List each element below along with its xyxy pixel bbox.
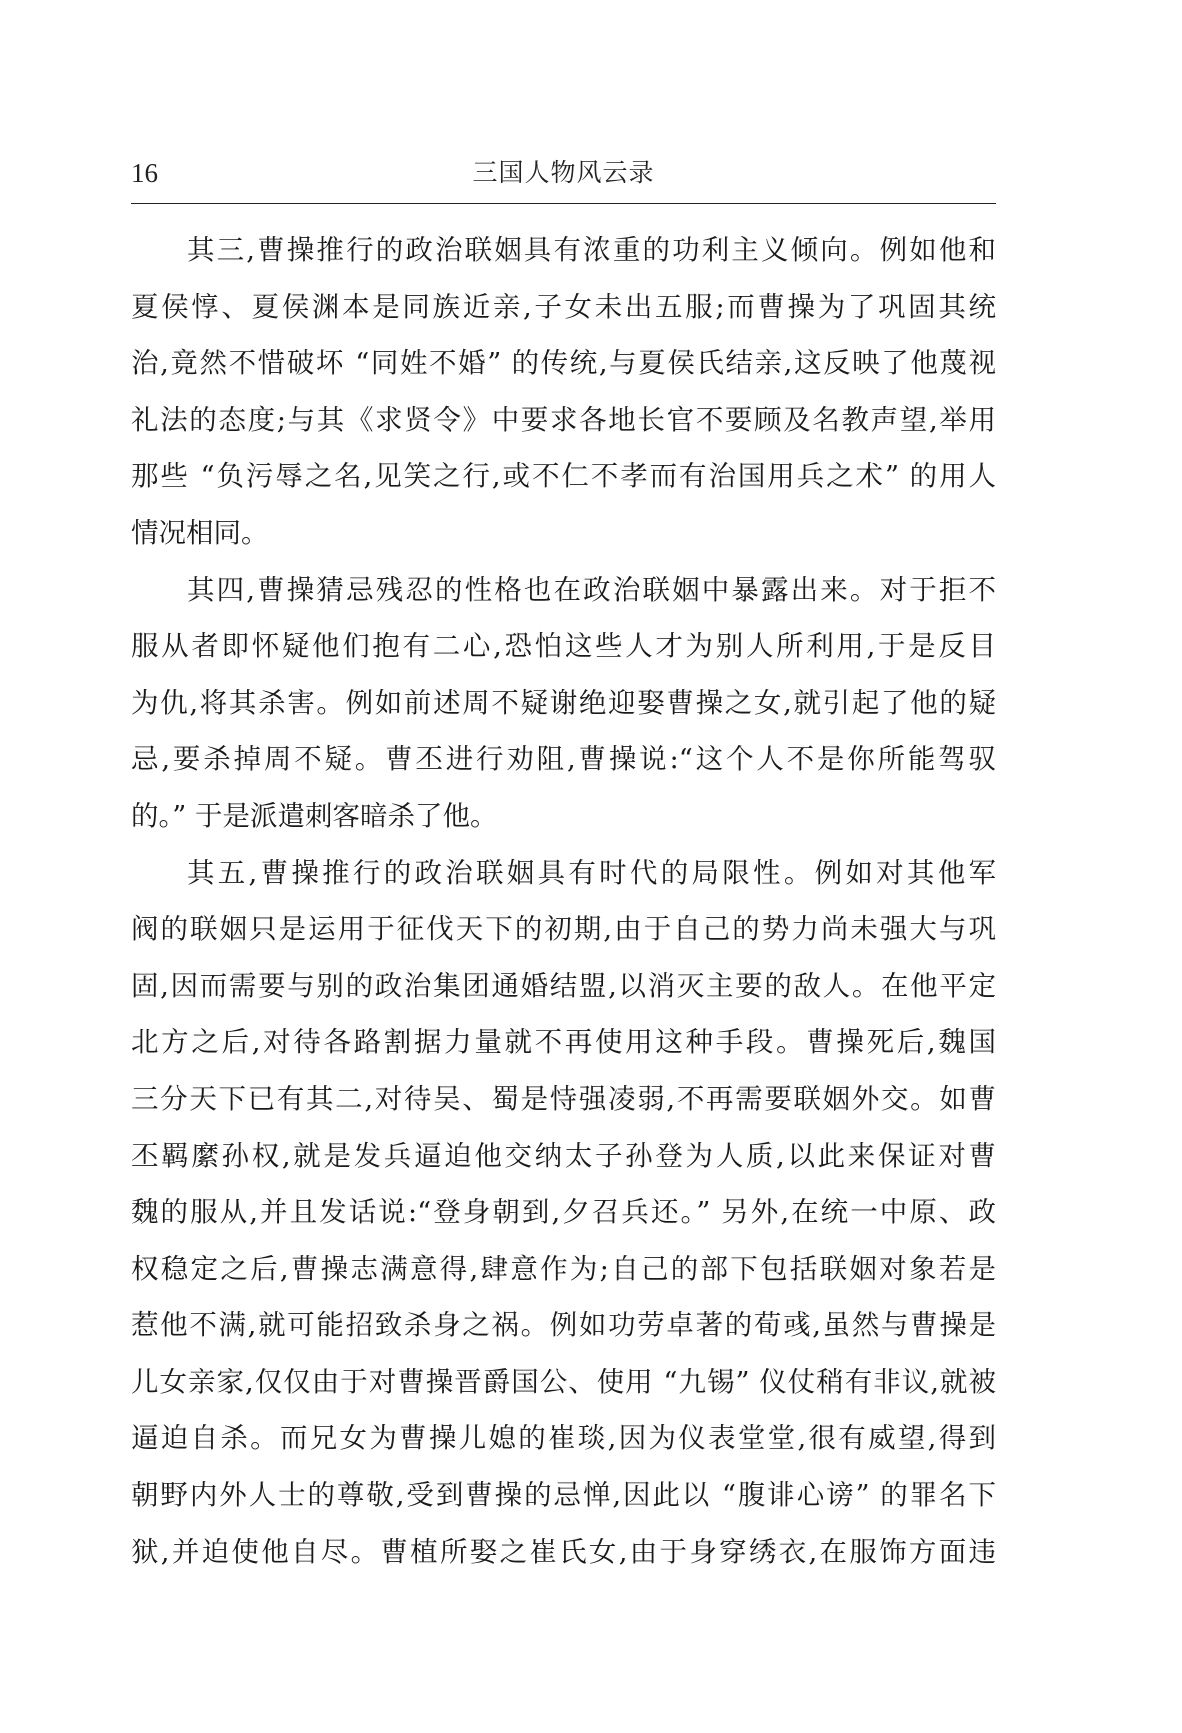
page-header [131, 155, 996, 204]
text-line: 逼迫自杀。而兄女为曹操儿媳的崔琰,因为仪表堂堂,很有威望,得到 [131, 1422, 996, 1455]
paragraph [131, 562, 996, 845]
text-line: 固,因而需要与别的政治集团通婚结盟,以消灭主要的敌人。在他平定 [131, 969, 996, 1002]
paragraph [131, 845, 996, 1581]
text-line: 夏侯惇、夏侯渊本是同族近亲,子女未出五服;而曹操为了巩固其统 [131, 290, 996, 323]
text-line: 礼法的态度;与其《求贤令》中要求各地长官不要顾及名教声望,举用 [131, 403, 996, 436]
text-line: 情况相同。 [131, 516, 269, 549]
text-line: 三分天下已有其二,对待吴、蜀是恃强凌弱,不再需要联姻外交。如曹 [131, 1082, 996, 1115]
text-line: 的。” 于是派遣刺客暗杀了他。 [131, 799, 498, 832]
text-line: 魏的服从,并且发话说:“登身朝到,夕召兵还。” 另外,在统一中原、政 [131, 1196, 996, 1229]
text-line: 惹他不满,就可能招致杀身之祸。例如功劳卓著的荀彧,虽然与曹操是 [131, 1309, 996, 1342]
text-line: 阀的联姻只是运用于征伐天下的初期,由于自己的势力尚未强大与巩 [131, 913, 996, 946]
text-line: 权稳定之后,曹操志满意得,肆意作为;自己的部下包括联姻对象若是 [131, 1252, 996, 1285]
text-line: 朝野内外人士的尊敬,受到曹操的忌惮,因此以 “腹诽心谤” 的罪名下 [131, 1479, 996, 1512]
text-line: 狱,并迫使他自尽。曹植所娶之崔氏女,由于身穿绣衣,在服饰方面违 [131, 1535, 996, 1568]
running-title: 三国人物风云录 [472, 158, 655, 187]
text-line: 其三,曹操推行的政治联姻具有浓重的功利主义倾向。例如他和 [187, 234, 996, 266]
text-line: 丕羁縻孙权,就是发兵逼迫他交纳太子孙登为人质,以此来保证对曹 [131, 1139, 996, 1172]
paragraph [131, 222, 996, 562]
text-line: 忌,要杀掉周不疑。曹丕进行劝阻,曹操说:“这个人不是你所能驾驭 [131, 743, 996, 776]
text-line: 其五,曹操推行的政治联姻具有时代的局限性。例如对其他军 [187, 856, 996, 889]
text-line: 其四,曹操猜忌残忍的性格也在政治联姻中暴露出来。对于拒不 [187, 573, 996, 606]
text-line: 儿女亲家,仅仅由于对曹操晋爵国公、使用 “九锡” 仪仗稍有非议,就被 [131, 1365, 996, 1398]
body-text [131, 222, 996, 1580]
text-line: 为仇,将其杀害。例如前述周不疑谢绝迎娶曹操之女,就引起了他的疑 [131, 686, 996, 719]
text-line: 服从者即怀疑他们抱有二心,恐怕这些人才为别人所利用,于是反目 [131, 630, 996, 663]
page-number: 16 [131, 158, 158, 188]
text-line: 治,竟然不惜破坏 “同姓不婚” 的传统,与夏侯氏结亲,这反映了他蔑视 [131, 347, 996, 380]
text-line: 那些 “负污辱之名,见笑之行,或不仁不孝而有治国用兵之术” 的用人 [131, 460, 996, 493]
text-line: 北方之后,对待各路割据力量就不再使用这种手段。曹操死后,魏国 [131, 1026, 996, 1059]
